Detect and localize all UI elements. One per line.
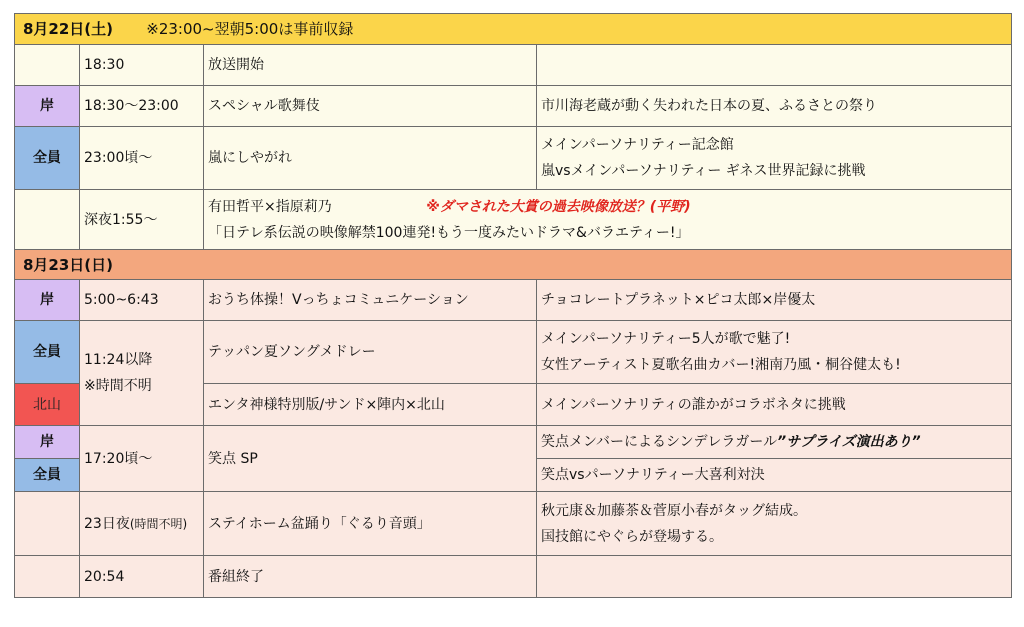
program-cell: 嵐にしやがれ (204, 127, 537, 190)
table-row (15, 556, 1012, 598)
time-cell: 18:30〜23:00 (80, 86, 204, 127)
table-row (15, 492, 1012, 556)
program-cell: ステイホーム盆踊り「ぐるり音頭」 (204, 492, 537, 556)
details-line: 嵐vsメインパーソナリティー ギネス世界記録に挑戦 (541, 163, 866, 179)
tag-cell-empty (15, 556, 80, 598)
tag-kishi: 岸 (15, 86, 80, 127)
details-cell: メインパーソナリティの誰かがコラボネタに挑戦 (537, 384, 1012, 426)
details-line: 女性アーティスト夏歌名曲カバー!湘南乃風・桐谷健太も! (541, 357, 901, 373)
tag-kishi: 岸 (15, 280, 80, 321)
program-cell: 放送開始 (204, 45, 537, 86)
details-emphasis: ”サプライズ演出あり” (777, 434, 921, 450)
schedule-container (14, 13, 1012, 598)
tag-cell-empty (15, 190, 80, 250)
table-row (15, 190, 1012, 250)
details-cell-empty (537, 45, 1012, 86)
details-cell-empty (537, 556, 1012, 598)
time-cell (80, 321, 204, 426)
program-cell: 番組終了 (204, 556, 537, 598)
program-cell: エンタ神様特別版/サンド×陣内×北山 (204, 384, 537, 426)
tag-cell-empty (15, 492, 80, 556)
tag-all: 全員 (15, 127, 80, 190)
time-note: ※時間不明 (84, 378, 152, 394)
day1-header-note: ※23:00~翌朝5:00は事前収録 (146, 20, 354, 38)
details-text: 笑点メンバーによるシンデレラガール (541, 434, 778, 450)
schedule-table (14, 13, 1012, 598)
time-cell (80, 492, 204, 556)
table-row (15, 86, 1012, 127)
program-line: 有田哲平×指原莉乃 (208, 198, 332, 215)
details-cell (537, 321, 1012, 384)
time-cell: 5:00~6:43 (80, 280, 204, 321)
details-cell (537, 426, 1012, 459)
table-row (15, 280, 1012, 321)
time-cell: 17:20頃〜 (80, 426, 204, 492)
details-line: メインパーソナリティー5人が歌で魅了! (541, 331, 791, 347)
table-row (15, 426, 1012, 459)
time-cell: 23:00頃〜 (80, 127, 204, 190)
details-cell (537, 127, 1012, 190)
table-row (15, 45, 1012, 86)
day2-date: 8月23日(日) (23, 255, 114, 274)
details-cell (537, 492, 1012, 556)
day2-header (15, 250, 1012, 280)
day1-header (15, 14, 1012, 45)
program-cell: おうち体操！Vっちょコミュニケーション (204, 280, 537, 321)
program-cell: スペシャル歌舞伎 (204, 86, 537, 127)
program-cell-wide (204, 190, 1012, 250)
program-cell: テッパン夏ソングメドレー (204, 321, 537, 384)
table-row (15, 127, 1012, 190)
tag-all: 全員 (15, 459, 80, 492)
details-line: メインパーソナリティー記念館 (541, 137, 734, 153)
time-text: 23日夜 (84, 515, 130, 532)
tag-cell-empty (15, 45, 80, 86)
details-line: 国技館にやぐらが登場する。 (541, 528, 723, 545)
time-cell: 深夜1:55〜 (80, 190, 204, 250)
day1-date: 8月22日(土) (23, 20, 114, 38)
details-cell: チョコレートプラネット×ピコ太郎×岸優太 (537, 280, 1012, 321)
note-text: ※ダマされた大賞の過去映像放送？(平野) (426, 198, 691, 215)
time-cell: 18:30 (80, 45, 204, 86)
program-line: 「日テレ系伝説の映像解禁100連発!もう一度みたいドラマ&バラエティー!」 (208, 224, 690, 241)
time-cell: 20:54 (80, 556, 204, 598)
details-cell: 笑点vsパーソナリティー大喜利対決 (537, 459, 1012, 492)
tag-kishi: 岸 (15, 426, 80, 459)
tag-kitayama: 北山 (15, 384, 80, 426)
program-cell: 笑点 SP (204, 426, 537, 492)
details-cell: 市川海老蔵が動く失われた日本の夏、ふるさとの祭り (537, 86, 1012, 127)
details-line: 秋元康＆加藤茶＆菅原小春がタッグ結成。 (541, 502, 807, 519)
time-note: (時間不明) (129, 516, 188, 531)
time-text: 11:24以降 (84, 352, 153, 368)
tag-all: 全員 (15, 321, 80, 384)
table-row (15, 321, 1012, 384)
